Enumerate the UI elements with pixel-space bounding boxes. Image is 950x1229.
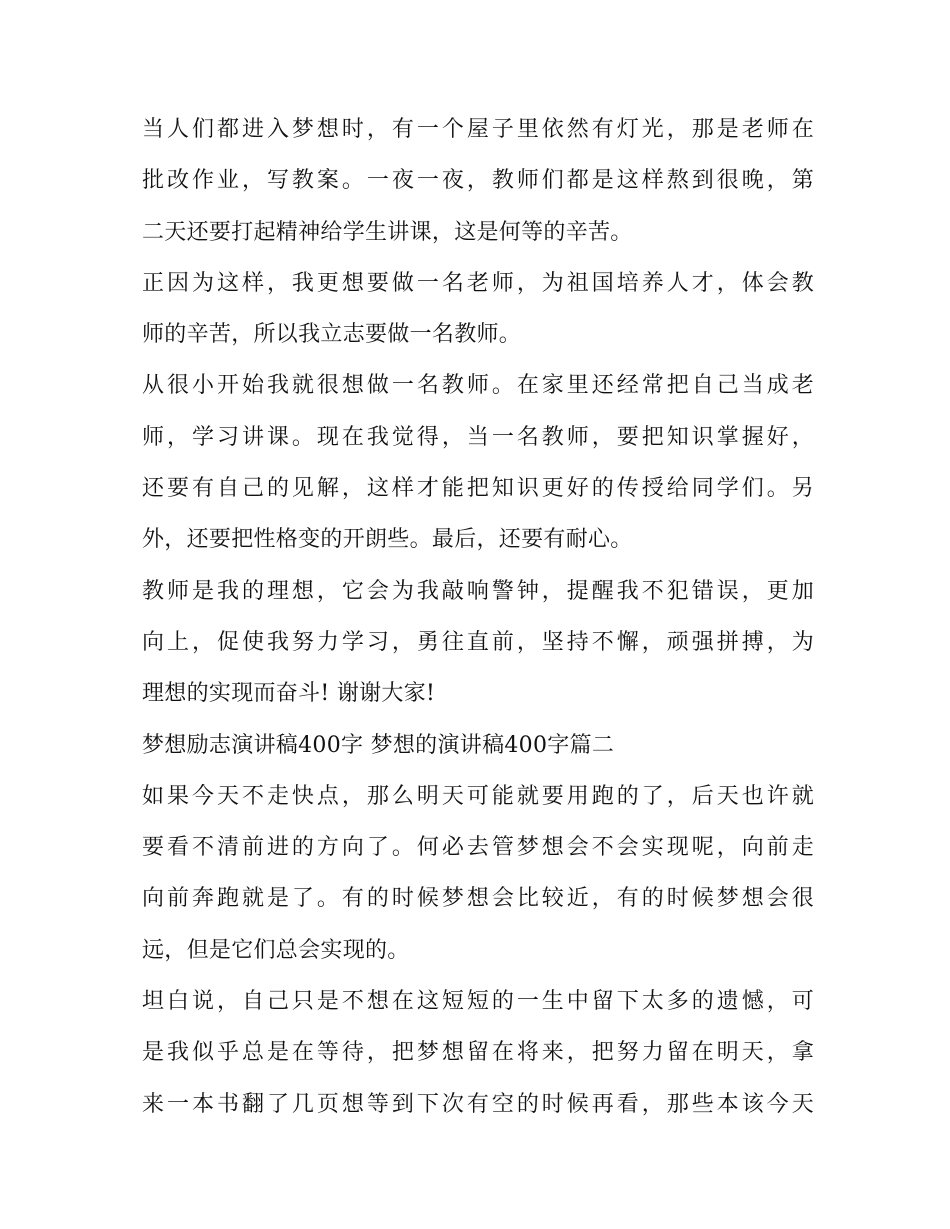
text-line: 来一本书翻了几页想等到下次有空的时候再看，那些本该今天 bbox=[142, 1091, 814, 1117]
text-line: 正因为这样，我更想要做一名老师，为祖国培养人才，体会教 bbox=[142, 270, 814, 296]
text-line: 向上，促使我努力学习，勇往直前，坚持不懈，顽强拼搏，为 bbox=[142, 629, 814, 655]
document-body bbox=[142, 104, 814, 1130]
section-heading: 梦想励志演讲稿400字 梦想的演讲稿400字篇二 bbox=[142, 732, 615, 758]
text-line: 当人们都进入梦想时，有一个屋子里依然有灯光，那是老师在 bbox=[142, 117, 814, 142]
text-line: 坦白说，自己只是不想在这短短的一生中留下太多的遗憾，可 bbox=[142, 989, 814, 1015]
text-line: 是我似乎总是在等待，把梦想留在将来，把努力留在明天，拿 bbox=[142, 1040, 814, 1066]
text-line: 师的辛苦，所以我立志要做一名教师。 bbox=[142, 322, 522, 348]
text-line: 外，还要把性格变的开朗些。最后，还要有耐心。 bbox=[142, 527, 633, 553]
text-line: 要看不清前进的方向了。何必去管梦想会不会实现呢，向前走 bbox=[142, 835, 814, 861]
text-line: 理想的实现而奋斗! 谢谢大家! bbox=[142, 681, 436, 707]
text-line: 师，学习讲课。现在我觉得，当一名教师，要把知识掌握好， bbox=[142, 424, 814, 450]
text-line: 还要有自己的见解，这样才能把知识更好的传授给同学们。另 bbox=[142, 476, 814, 502]
text-line: 批改作业，写教案。一夜一夜，教师们都是这样熬到很晚，第 bbox=[142, 168, 814, 194]
text-line: 二天还要打起精神给学生讲课，这是何等的辛苦。 bbox=[142, 219, 633, 245]
text-line: 远，但是它们总会实现的。 bbox=[142, 937, 410, 963]
text-line: 如果今天不走快点，那么明天可能就要用跑的了，后天也许就 bbox=[142, 783, 814, 809]
text-line: 教师是我的理想，它会为我敲响警钟，提醒我不犯错误，更加 bbox=[142, 578, 814, 604]
text-line: 向前奔跑就是了。有的时候梦想会比较近，有的时候梦想会很 bbox=[142, 886, 814, 912]
text-line: 从很小开始我就很想做一名教师。在家里还经常把自己当成老 bbox=[142, 373, 814, 399]
